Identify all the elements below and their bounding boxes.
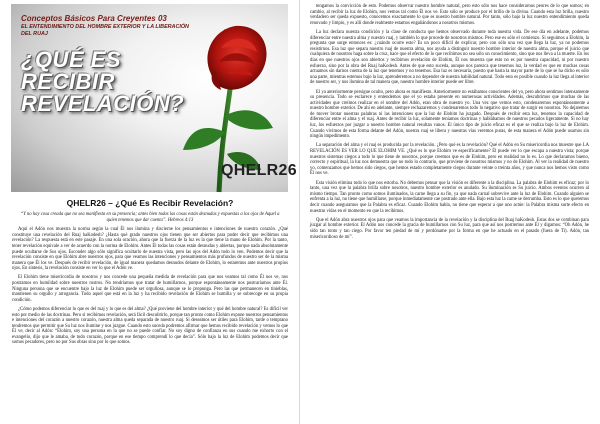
paragraph: La luz declara nuestra condición y la clase de conducta que hemos observado durante toda nuestra vida. De ese día en adelante, podemos diferenciar entre nuestra alma y nuestro ruaj, y también lo que procede de nosotros mismos. Pero ese es sólo el comienzo. Si seguimos a Elohim, la pregunta que surge entonces es: ¿cuándo ocurre esto? Es un poco difícil de explicar, pero con sólo una vez que llega la luz, ya no podemos resistirnos. Esa luz que separa nuestro ruaj de nuestra alma, nos ayuda a distinguir nuestro hombre interior de nuestra alma, porque el juicio que cualquiera de nosotros haga sobre la cruz, hace que el efecto de lo que recibimos no sea sólo un conocimiento, sino que nos lleva a la muerte. En los días en que nuestros ojos son abiertos y recibimos revelación de Elohim, Él nos muestra que esto no es por nuestra capacidad, ni por nuestro esfuerzo, sino por la obra del Ruaj haKodesh. Antes de que esto suceda, aunque nos parezca que tenemos luz, la verdad es que en muchas cosas actuamos sin darnos cuenta de la luz que tenemos y no tenemos. Esa luz es necesaria, puesto que hasta la mayor parte de lo que se ha dicho es sólo una parte, mientras estemos bajo la luz, aprenderemos a no depender de nuestra habilidad natural. Todo esto es posible cuando la luz llega al interior de nuestro ser, y nos ilumina de tal manera que, nuestro hombre interior puede ser libre. xyxy=(310,29,589,86)
series-title: Conceptos Básicos Para Creyentes 03 xyxy=(21,14,167,23)
left-text-column xyxy=(12,198,288,350)
paragraph: La separación del alma y el ruaj es producida por la revelación. ¿Pero qué es la revelación? Qué el Adón en Su misericordia nos muestre que LA REVELACIÓN ES VER LO QUE ELOHIM VE. ¿Qué es lo que Elohim ve específicamente? Él puede ver lo que escapa a nuestra vista; porque nuestros sistemas ciegos a todo lo que tiene de nosotros, porque creemos que es de Elohim, pero en realidad no lo es. Lo que declaramos bueno, correcto y espiritual, la luz nos demuestra que no todo lo contrario, que proviene de nosotros mismos y no de Elohim. Al ver la realidad de nuestro yo, comenzamos que hemos sido ciegos, que hemos estado completamente ciegos durante veinte o treinta años, y que nunca nos hemos visto como Él nos ve. xyxy=(310,143,589,177)
paragraph: Esta visión elimina todo lo que nos estorba. No debemos pensar que la visión es diferente a la disciplina. La palabra de Elohim es eficaz; por lo tanto, una vez que la palabra brilla sobre nosotros, nuestro hombre exterior es anulado. Su iluminación es Su juicio. Ambos eventos ocurren al mismo tiempo. Tan pronto como somos iluminados, la carne llega a su fin, ya que nada carnal sobrevive ante la luz de Elohim. Cuando alguien se enfrenta a la luz, no tiene que humillarse, porque inmediatamente cae postrado ante ella. Bajo esta luz la carne se derrumba. Esto es lo que queremos decir cuando aseguramos que la Palabra es eficaz. Cuando Elohim habla, no tiene que esperar a que uno actúe: la Palabra misma surte efecto en nuestras vidas en el momento en que la recibimos. xyxy=(310,180,589,214)
cover-image xyxy=(11,4,297,192)
right-page xyxy=(300,0,600,424)
paragraph: El Elohim tiene misericordia de nosotros y nos concede una pequeña medida de revelación para que nos veamos tal como Él nos ve, nos postramos en humildad sobre nuestros rostros. No tendríamos que tratar de humillarnos, porque espontáneamente nos postraríamos ante Él. Ninguna persona que se encuentre bajo la luz de Elohim puede ser orgullosa, aunque se lo proponga. Pero las que permanecen en tinieblas, mantienen su orgullo y arrogancia. Todo aquel que está en la luz y ha recibido revelación de Elohim se humilla y se sobrecoge en su propia condición. xyxy=(12,275,288,303)
paragraph: tengamos la convicción de esto. Podemos observar nuestro hombre natural, pero esto sólo nos hace considerarnos peores de lo que somos; en cambio, al recibir la luz de Elohim, nos vemos tal como Él nos ve. Esto sólo se produce por el brillo de la divina. Cuando esta luz brilla, nuestro verdadero ser queda expuesto, conocemos exactamente lo que es nuestro hombre natural. Por tanto, sólo bajo la luz nuestro entendimiento queda renovado y limpio, y es allí donde realmente estamos engañándonos a nosotros mismos. xyxy=(310,4,589,26)
scripture-quote: “Y no hay cosa creada que no sea manifiesta en su presencia; antes bien todas las cosas están desnudas y expuestas a los ojos de Aquel a quien tenemos que dar cuenta”. Hebreos 4:13 xyxy=(20,212,280,223)
cover-title-line-2: REVELACIÓN? xyxy=(21,91,185,116)
cover-code-tag: QHELR26 xyxy=(221,162,297,179)
paragraph: Que el Adón abra nuestros ojos para que veamos la importancia de la revelación y la disciplina del Ruaj haKodesh. Estas dos se combinan para juzgar al hombre exterior. El Adón nos concede la gracia de humillarnos con Su luz, para que así nos postremos ante Él y digamos: “Oh Adón, he sido tan tonto y tan ciego. Por favor ten piedad de mí y perdóname por la forma en que he actuado en el pasado (fuera de Ti). Adón, tan misericordioso de mí”. xyxy=(310,217,589,240)
series-subtitle: EL ENTENDIMIENTO DEL HOMBRE EXTERIOR Y LA LIBERACIÓN DEL RUAJ xyxy=(21,24,189,37)
paragraph: Aquí el Adón nos muestra la norma según la cual Él nos ilumina y discierne los pensamientos e intenciones de nuestro corazón. ¿Qué constituye una revelación del Ruaj haKodesh? ¿Hasta qué grado nuestros ojos tienen que ser abiertos para poder decir que recibimos una revelación? La respuesta está en este pasaje. En una sola oración, ahora que la fuerza de la luz es la que tiene la mano de Elohim. Por la tanto, tener revelación equivale a ver de acuerdo con la norma de Elohim. Antes Él todas las cosas están desnudas y abiertas, porque nada absolutamente puede ocultarse de Sus ojos. Esconder algo sólo significa ocultarlo de nuestra vista, pero las ojos del Adón todo lo ven. Podemos decir que la revelación consiste en que Elohim abre nuestros ojos, para que veamos las intenciones y pensamientos más profundos de nuestro ser de la misma manera que Él los ve. Después de recibir revelación, de igual manera quedamos desnudos delante de Elohim, lo estaremos ante nuestros propios ojos. En síntesis, la revelación consiste en ver lo que el Adón ve. xyxy=(12,227,288,272)
cover-title-line-1: ¿QUÉ ES RECIBIR xyxy=(21,47,122,94)
paragraph: ¿Cómo podemos diferenciar lo que es del ruaj y lo que es del alma? ¿Qué proviene del hombre interior y qué del hombre natural? Es difícil ver esto por medio de las doctrinas. Pero si recibimos revelación, será fácil descubrirlo, porque tan pronto como Elohim expone nuestros pensamientos e intenciones del corazón a nuestro corazón, nuestra alma queda separada de nuestro ruaj. Si deseamos ser útiles para Elohim, tarde o temprano tendremos que permitir que Su luz nos ilumine y nos juzgue. Cuando esto suceda podremos afirmar que hemos recibido revelación y vemos lo que Él ve, decir al Adón: “Elohim, soy una persona en la que no se puede confiar. No soy digno de confianza en sus cuando me exhorto con el evangelio, dijo que le amaba, de todo corazón, porque en ese tiempo comprendí lo que decía”. Sólo bajo la luz de Elohim podemos decir que somos pecadores, pero no por Sus obras sino por lo que somos. xyxy=(12,306,288,346)
chapter-title: QHELR26 – ¿Qué Es Recibir Revelación? xyxy=(66,198,234,208)
paragraph: El ya anteriormente persigue oculto, pero ahora es manifiesto. Anteriormente no estábamos conscientes del yo, pero ahora sentimos intensamente su presencia. Todo se esclarece y entendemos que el yo estaba presente en numerosas actividades. Además, descubrimos que muchas de las actividades que creímos realizar en el nombre del Adón, eran obra de nuestro yo. Una vez que vemos esto, condenaremos espontáneamente a nuestro hombre exterior. De ahí en adelante, siempre rechazaremos y condenaremos todo lo negativo que tratar de surgir en nosotros. No dejaremos de mover brotar nuestras palabras ni las intenciones que la luz de Elohim ha juzgado. Después de recibir esta luz, tenemos la capacidad de diferenciar entre el alma y el ruaj. Antes de recibir la luz, solamente teníamos doctrinas y hablábamos de nuestros pecados ligeramente. Si no hay luz, los esfuerzos por juzgar a nuestro hombre natural resultan vanos. El único tipo de juicio eficaz es el que se realiza bajo la luz de Elohim. Cuando vivimos de esta forma delante del Adón, nuestra ruaj se libera y nuestras vías veremos puras, de esta manera el Adón puede usarnos sin ningún impedimento. xyxy=(310,89,589,140)
